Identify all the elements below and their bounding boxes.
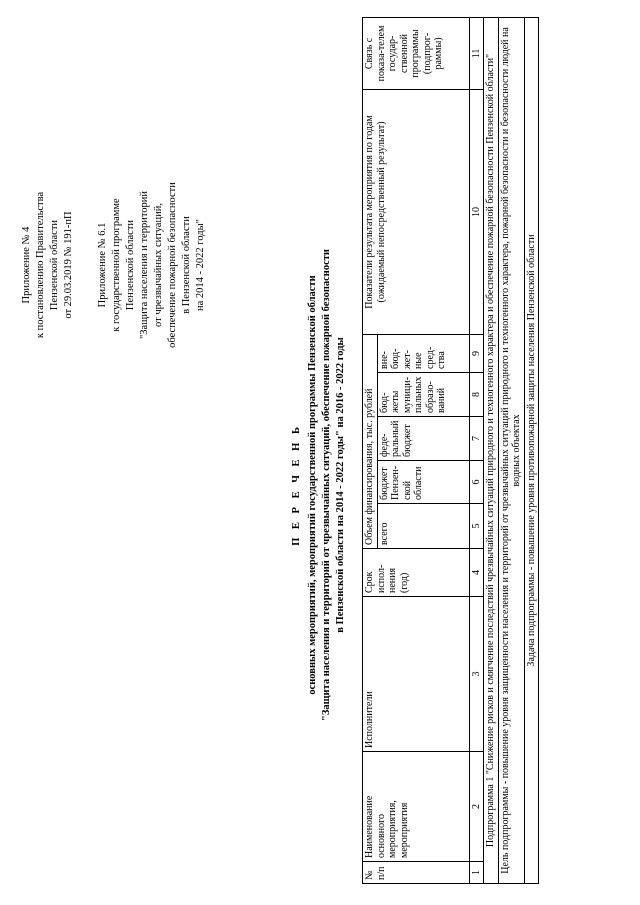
title-line: в Пензенской области на 2014 - 2022 годы" на 2016 - 2022 годы — [335, 337, 346, 633]
column-number: 10 — [469, 89, 484, 334]
approval-line: в Пензенской области — [181, 216, 192, 314]
column-number: 1 — [469, 862, 484, 884]
title-main: П Е Р Е Ч Е Н Ь — [291, 424, 302, 546]
header-link: Связь с показа-телем государ-ственной программы (подпрог-раммы) — [363, 17, 470, 89]
column-number-row — [469, 17, 484, 883]
approval-line: к постановлению Правительства — [35, 191, 46, 339]
approval-line: на 2014 - 2022 годы" — [195, 219, 206, 311]
column-number: 9 — [469, 334, 484, 372]
approval-line: "Защита населения и территорий — [139, 190, 150, 340]
approval-decree — [20, 125, 76, 405]
title-line: основных мероприятий, мероприятий государственной программы Пензенской области — [307, 275, 318, 695]
subprogram-title: Подпрограмма 1 "Снижение рисков и смягчение последствий чрезвычайных ситуаций природного и техногенного характера и обеспечение пожарной безопасности Пензенской области" — [484, 17, 499, 883]
goal-row — [498, 17, 524, 883]
subprogram-row — [484, 17, 499, 883]
title-line: "Защита населения и территорий от чрезвычайных ситуаций, обеспечение пожарной безопасности — [321, 249, 332, 721]
column-number: 4 — [469, 549, 484, 597]
approval-line: к государственной программе — [111, 198, 122, 332]
approval-line: Приложение № 4 — [21, 226, 32, 304]
header-total: всего — [377, 504, 469, 549]
header-indicators: Показатели результата мероприятия по годам (ожидаемый непосредственный результат) — [363, 89, 470, 334]
column-number: 5 — [469, 504, 484, 549]
header-federal: феде-ральный бюджет — [377, 417, 469, 461]
document-title — [290, 105, 348, 865]
approval-line: Пензенской области — [49, 219, 60, 311]
approval-program — [96, 125, 208, 405]
approval-line: от 29.03.2019 № 191-пП — [63, 211, 74, 319]
measures-table — [362, 17, 539, 884]
column-number: 7 — [469, 417, 484, 461]
header-executors: Исполнители — [363, 597, 470, 752]
approval-line: Пензенской области — [125, 219, 136, 311]
column-number: 6 — [469, 461, 484, 504]
approval-line: обеспечение пожарной безопасности — [167, 182, 178, 348]
approval-line: от чрезвычайных ситуаций, — [153, 203, 164, 327]
header-regional: бюджет Пензен-ской области — [377, 461, 469, 504]
column-number: 2 — [469, 752, 484, 862]
header-name: Наименование основного мероприятия, мероприятия — [363, 752, 470, 862]
column-number: 8 — [469, 373, 484, 417]
header-term: Срок испол-нения (год) — [363, 549, 470, 597]
table-header-row — [363, 17, 378, 883]
header-funding: Объем финансирования, тыс. рублей — [363, 334, 378, 548]
subprogram-task: Задача подпрограммы - повышение уровня противопожарной защиты населения Пензенской области — [524, 17, 539, 883]
header-extra: вне-бюд-жет-ные сред-ства — [377, 334, 469, 372]
subprogram-goal: Цель подпрограммы - повышение уровня защищенности населения и территорий от чрезвычайных ситуаций природного и техногенного характера, пожарной безопасности и безопасности людей на водных объектах — [498, 17, 524, 883]
task-row — [524, 17, 539, 883]
approval-line: Приложение № 6.1 — [97, 222, 108, 308]
column-number: 11 — [469, 17, 484, 89]
column-number: 3 — [469, 597, 484, 752]
approval-block — [20, 125, 228, 405]
header-num: № п/п — [363, 862, 470, 884]
header-municipal: бюд-жеты муници-пальных образо-ваний — [377, 373, 469, 417]
